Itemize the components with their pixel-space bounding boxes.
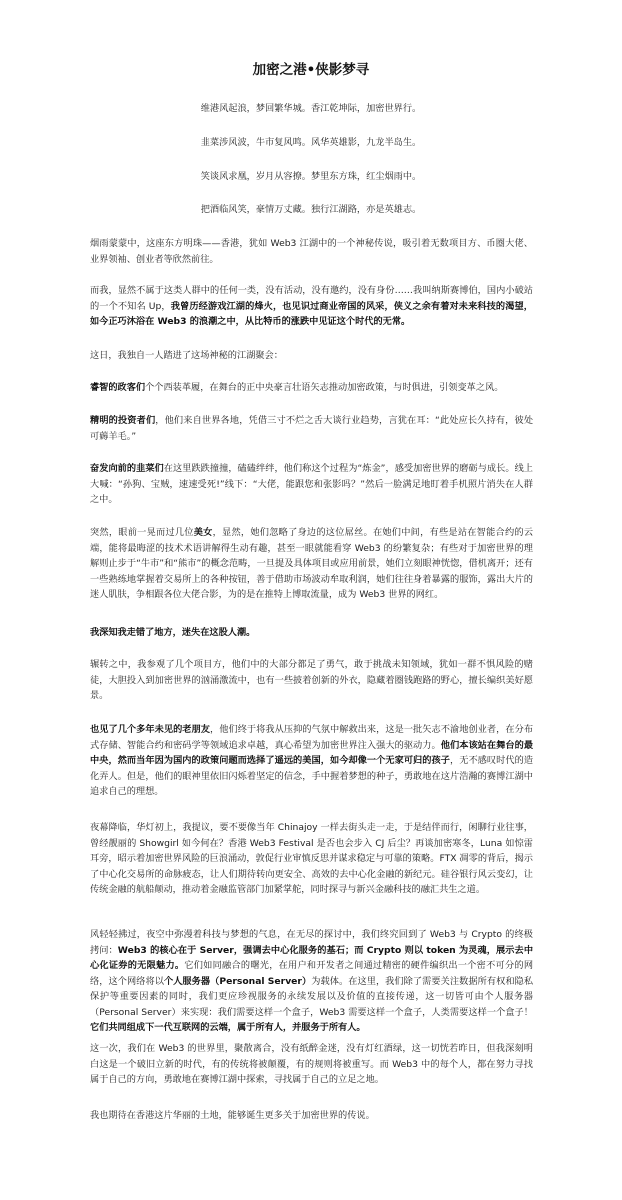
bold-text-segment: 睿智的政客们 (90, 382, 146, 393)
text-segment: 我也期待在香港这片华丽的土地，能够诞生更多关于加密世界的传说。 (90, 1110, 375, 1121)
bold-text-segment: 美女 (193, 527, 213, 538)
text-segment: 夜幕降临，华灯初上，我提议，要不要像当年 Chinajoy 一样去街头走一走，于是结伴而行，闲聊行业往事，曾经靓丽的 Showgirl 如今何在？香港 Web3 Festival 是否也会步入 CJ 后尘？再谈加密寒冬，Luna 如惊雷耳旁，昭示着加密世界风险的巨浪涌动，敦促行业审慎反思并谋求稳定与可靠的策略。FTX 凋零的背后，揭示了中心化交易所的命脉疲态，让人们期待转向更安全、高效的去中心化金融的新纪元。硅谷银行风云变幻，让传统金融的航船颠动，推动着金融监管部门加紧掌舵，同时探寻与新兴金融科技的融汇共生之道。 (90, 822, 533, 895)
text-segment: 在这里跌跌撞撞，磕磕绊绊，他们称这个过程为“炼金”，感受加密世界的磨砺与成长。线上大喊：“孙狗、宝贼，速速受死!”线下：“大佬，能跟您和张影吗？”然后一脸满足地盯着手机照片消失在人群之中。 (90, 463, 533, 505)
paragraph (90, 380, 533, 396)
paragraph (90, 461, 533, 508)
bold-text-segment: 它们共同组成下一代互联网的云端，属于所有人，并服务于所有人。 (90, 1022, 366, 1033)
text-segment: 为载体。在这里，我们除了需要关注数据所有权和隐私保护等重要因素的同时，我们更应珍视服务的永续发展以及价值的直接传递，这一切皆可由个人服务器（Personal Server）来实现：我们需要这样一个盒子，Web3 需要这样一个盒子，人类需要这样一个盒子！ (90, 975, 534, 1018)
bold-text-segment: 个人服务器（Personal Server） (163, 975, 312, 987)
bold-text-segment: 精明的投资者们 (90, 415, 156, 426)
text-segment: ，他们终于将我从压抑的气氛中解救出来，这是一批矢志不渝地创业者，在分布式存储、智能合约和密码学等领域追求卓越，真心希望为加密世界注入强大的驱动力。 (90, 724, 534, 751)
text-segment: 突然，眼前一晃而过几位 (90, 527, 194, 538)
poem-line: 韭菜涉风波，牛市复风鸣。风华英雄影，九龙半岛生。 (200, 137, 422, 148)
text-segment: 它们如同融合的曙光，在用户和开发者之间通过精密的硬件编织出一个密不可分的网络，这个网络将以 (90, 960, 534, 987)
paragraph (90, 657, 533, 704)
poem-line: 把酒临风笑，豪情万丈藏。独行江湖路，亦是英雄志。 (200, 204, 422, 215)
paragraph (90, 236, 533, 267)
bold-text-segment: 也见了几个多年未见的老朋友 (90, 724, 210, 735)
paragraph (90, 625, 533, 641)
paragraph (90, 820, 533, 898)
text-segment: 这日，我独自一人踏进了这场神秘的江湖聚会： (90, 350, 283, 361)
paragraph (90, 283, 533, 330)
article-title: 加密之港•侠影梦寻 (252, 62, 370, 78)
poem-line: 维港风起浪，梦回繁华城。香江乾坤际，加密世界行。 (200, 103, 422, 114)
text-segment: ，显然，她们忽略了身边的这位屌丝。在她们中间，有些是站在智能合约的云端，能将最晦涩的技术术语讲解得生动有趣，甚至一眼就能看穿 Web3 的纷繁复杂；有些对于加密世界的理解则止步于“牛市”和“熊市”的概念范畴，一旦提及具体项目或应用前景，她们立刻眼神恍惚，借机离开；还有一些熟练地掌握着交易所上的各种按钮，善于借助市场波动牟取利润，她们往往身着暴露的服饰，露出大片的迷人肌肤，争相跟各位大佬合影，为的是在推特上博取流量，成为 Web3 世界的网红。 (90, 527, 534, 600)
text-segment: ，他们来自世界各地，凭借三寸不烂之舌大谈行业趋势，言犹在耳：“此处应长久持有，彼处可薅羊毛。” (90, 415, 534, 442)
text-segment: 烟雨蒙蒙中，这座东方明珠——香港，犹如 Web3 江湖中的一个神秘传说，吸引着无数项目方、币圈大佬、业界领袖、创业者等欣然前往。 (90, 238, 533, 265)
poem-line: 笑谈风求凰，岁月从容撩。梦里东方珠，红尘烟雨中。 (200, 171, 422, 182)
paragraph (90, 722, 533, 800)
text-segment: 而我，显然不属于这类人群中的任何一类，没有活动，没有邀约，没有身份……我叫纳斯赛博伯，国内小破站的一个不知名 Up， (90, 285, 533, 312)
text-segment: 个个西装革履，在舞台的正中央豪言壮语矢志推动加密政策，与时俱进，引领变革之风。 (145, 382, 504, 393)
text-segment: 风轻轻拂过，夜空中弥漫着科技与梦想的气息，在无尽的探讨中，我们终究回到了 Web3 与 Crypto 的终极拷问： (90, 929, 533, 956)
bold-text-segment: 我曾历经游戏江湖的烽火，也见识过商业帝国的风采，侠义之余有着对未来科技的渴望，如今正巧沐浴在 Web3 的浪潮之中，从比特币的涨跌中见证这个时代的无常。 (90, 300, 533, 327)
paragraph (90, 348, 533, 364)
paragraph (90, 927, 533, 1036)
text-segment: 这一次，我们在 Web3 的世界里，聚散离合，没有纸醉金迷，没有灯红酒绿，这一切恍若昨日，但我深刻明白这是一个破旧立新的时代，有的传统将被颠覆，有的规则将被重写。而 Web3 中的每个人，都在努力寻找属于自己的方向，勇敢地在赛博江湖中探索，寻找属于自己的立足之地。 (90, 1043, 533, 1085)
bold-text-segment: 我深知我走错了地方，迷失在这股人潮。 (90, 627, 256, 638)
paragraph (90, 1108, 533, 1124)
paragraph (90, 413, 533, 444)
paragraph (90, 1041, 533, 1088)
bold-text-segment: 他们本该站在舞台的最中央，然而当年因为国内的政策问题而选择了遥远的美国，如今却像一个无家可归的孩子 (90, 739, 534, 766)
bold-text-segment: 奋发向前的韭菜们 (90, 463, 164, 474)
paragraph (90, 525, 533, 603)
text-segment: 辗转之中，我参观了几个项目方，他们中的大部分都足了勇气，敢于挑战未知领域，犹如一群不惧风险的赌徒，大胆投入到加密世界的汹涌激流中，也有一些披着创新的外衣，隐藏着圈钱跑路的野心，擅长编织美好愿景。 (90, 659, 533, 701)
text-segment: ，无不感叹时代的造化弄人。但是，他们的眼神里依旧闪烁着坚定的信念，手中握着梦想的种子，勇敢地在这片浩瀚的赛博江湖中追求自己的理想。 (90, 755, 534, 797)
bold-text-segment: Web3 的核心在于 Server，强调去中心化服务的基石；而 Crypto 则以 token 为灵魂，展示去中心化证券的无限魅力。 (90, 944, 534, 971)
